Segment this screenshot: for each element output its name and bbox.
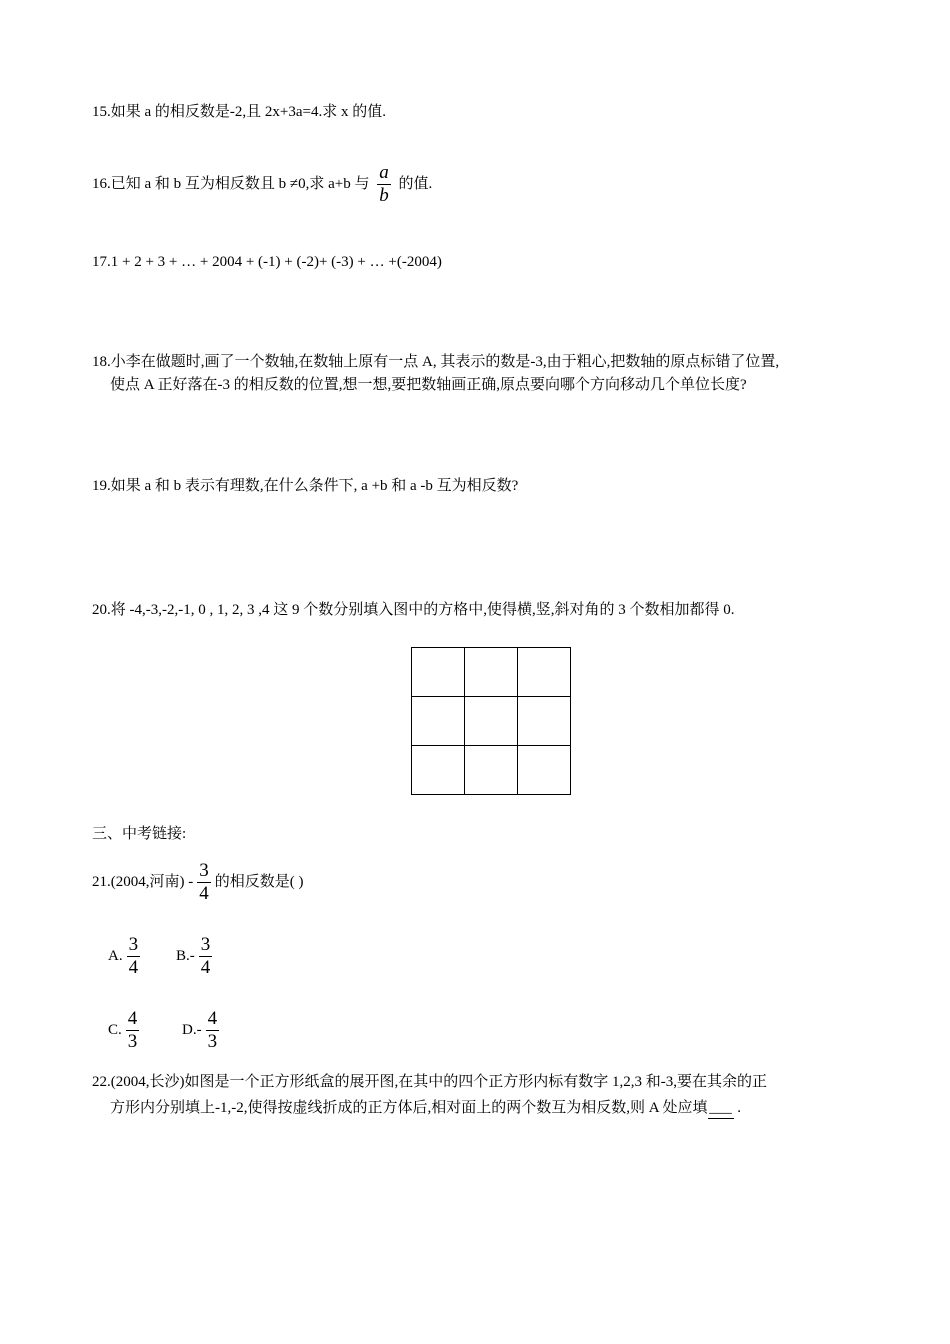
q16-numerator: a <box>379 162 389 183</box>
option-a-denominator: 4 <box>128 957 139 978</box>
question-17: 17.1 + 2 + 3 + … + 2004 + (-1) + (-2)+ (-3) + … +(-2004) <box>92 254 442 270</box>
question-19: 19.如果 a 和 b 表示有理数,在什么条件下, a +b 和 a -b 互为相反数? <box>92 478 519 494</box>
grid-cell[interactable] <box>518 697 571 746</box>
option-d-numerator: 4 <box>207 1008 218 1029</box>
option-b-numerator: 3 <box>200 934 211 955</box>
grid-cell[interactable] <box>465 697 518 746</box>
option-d-denominator: 3 <box>207 1031 218 1052</box>
option-b[interactable] <box>176 934 216 979</box>
grid-cell[interactable] <box>412 746 465 795</box>
question-15: 15.如果 a 的相反数是-2,且 2x+3a=4.求 x 的值. <box>92 104 386 120</box>
question-20: 20.将 -4,-3,-2,-1, 0 , 1, 2, 3 ,4 这 9 个数分别填入图中的方格中,使得横,竖,斜对角的 3 个数相加都得 0. <box>92 602 735 618</box>
option-a-numerator: 3 <box>128 934 139 955</box>
grid-cell[interactable] <box>465 648 518 697</box>
q21-numerator: 3 <box>199 860 209 881</box>
q16-fraction <box>377 162 391 207</box>
q16-text: 16.已知 a 和 b 互为相反数且 b ≠0,求 a+b 与 <box>92 175 370 192</box>
grid-cell[interactable] <box>412 648 465 697</box>
q16-denominator: b <box>379 185 389 206</box>
question-18-line2: 使点 A 正好落在-3 的相反数的位置,想一想,要把数轴画正确,原点要向哪个方向移动几个单位长度? <box>110 377 747 393</box>
q22-text: 方形内分别填上-1,-2,使得按虚线折成的正方体后,相对面上的两个数互为相反数,则 A 处应填 <box>110 1100 708 1116</box>
q21-text-end: 的相反数是( ) <box>214 873 304 890</box>
grid-cell[interactable] <box>465 746 518 795</box>
option-c-numerator: 4 <box>127 1008 138 1029</box>
question-21 <box>92 860 304 905</box>
grid-cell[interactable] <box>518 746 571 795</box>
option-b-label: B.- <box>176 947 195 964</box>
option-a-label: A. <box>108 947 123 964</box>
option-c-label: C. <box>108 1021 122 1038</box>
question-18-line1: 18.小李在做题时,画了一个数轴,在数轴上原有一点 A, 其表示的数是-3,由于粗心,把数轴的原点标错了位置, <box>92 354 780 370</box>
q16-text-end: 的值. <box>398 175 433 192</box>
option-d[interactable] <box>182 1008 223 1053</box>
q21-fraction <box>197 860 211 905</box>
q22-text-end: . <box>733 1100 741 1116</box>
option-a-fraction <box>127 934 141 979</box>
grid-cell[interactable] <box>518 648 571 697</box>
q21-denominator: 4 <box>199 883 209 904</box>
option-c[interactable] <box>108 1008 143 1053</box>
question-16 <box>92 162 432 207</box>
option-a[interactable] <box>108 934 144 979</box>
q21-text: 21.(2004,河南) - <box>92 873 194 890</box>
question-22-line2 <box>110 1098 741 1119</box>
question-22-line1: 22.(2004,长沙)如图是一个正方形纸盒的展开图,在其中的四个正方形内标有数字 1,2,3 和-3,要在其余的正 <box>92 1074 767 1090</box>
answer-blank[interactable]: ___ <box>708 1098 734 1119</box>
option-d-fraction <box>206 1008 220 1053</box>
option-c-denominator: 3 <box>127 1031 138 1052</box>
grid-cell[interactable] <box>412 697 465 746</box>
option-b-fraction <box>199 934 213 979</box>
option-c-fraction <box>126 1008 140 1053</box>
option-d-label: D.- <box>182 1021 202 1038</box>
magic-square-grid <box>411 647 571 795</box>
section-heading: 三、中考链接: <box>92 826 187 842</box>
option-b-denominator: 4 <box>200 957 211 978</box>
